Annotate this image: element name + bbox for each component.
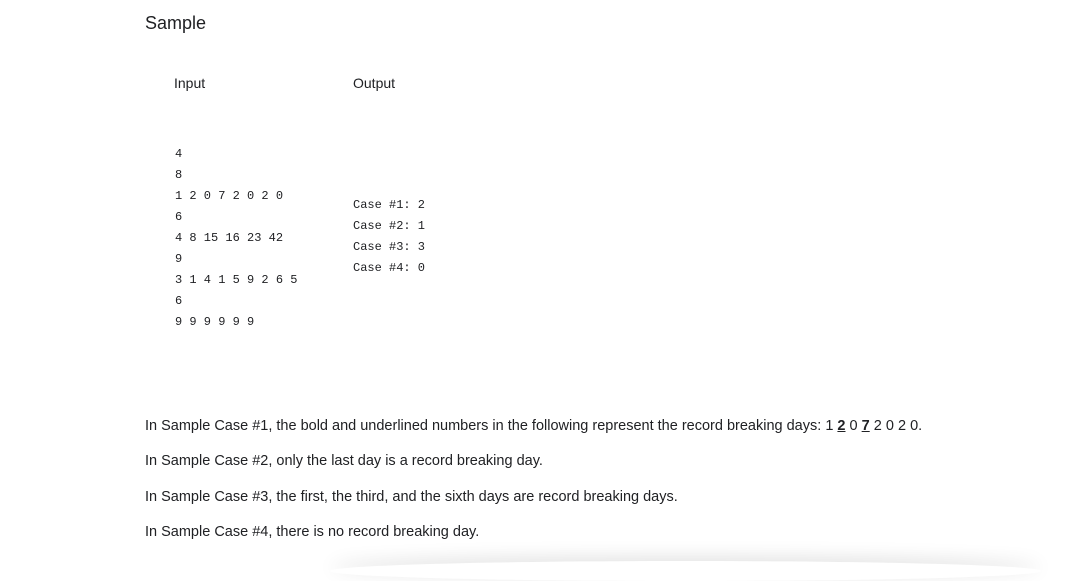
page-bottom-shadow xyxy=(330,561,1041,581)
sample-output-block xyxy=(353,195,425,279)
case-1-day: 0 xyxy=(885,418,894,434)
input-column-label: Input xyxy=(174,75,206,91)
input-line: 6 xyxy=(175,210,183,224)
output-line: Case #1: 2 xyxy=(353,198,426,212)
explanation-case-4: In Sample Case #4, there is no record breaking day. xyxy=(145,524,480,540)
input-line: 8 xyxy=(175,168,183,182)
input-line: 1 2 0 7 2 0 2 0 xyxy=(175,189,284,203)
case-1-day: 7 xyxy=(861,418,870,434)
input-line: 6 xyxy=(175,294,183,308)
output-line: Case #2: 1 xyxy=(353,219,426,233)
explanation-case-1-end: . xyxy=(918,418,923,434)
input-line: 4 8 15 16 23 42 xyxy=(175,231,284,245)
case-1-day: 0 xyxy=(849,418,858,434)
case-1-day: 2 xyxy=(897,418,907,434)
output-column-label: Output xyxy=(353,75,396,91)
output-line: Case #3: 3 xyxy=(353,240,426,254)
input-line: 9 9 9 9 9 9 xyxy=(175,315,255,329)
output-line: Case #4: 0 xyxy=(353,261,426,275)
case-1-day: 2 xyxy=(873,418,882,434)
case-1-day: 0 xyxy=(910,418,919,434)
case-1-day: 2 xyxy=(837,418,846,434)
input-line: 4 xyxy=(175,147,183,161)
section-title: Sample xyxy=(145,13,207,33)
input-line: 9 xyxy=(175,252,183,266)
explanation-case-3: In Sample Case #3, the first, the third, and the sixth days are record breaking days. xyxy=(145,489,678,505)
explanation-case-2: In Sample Case #2, only the last day is a record breaking day. xyxy=(145,453,543,469)
explanation-case-1-text: In Sample Case #1, the bold and underlined numbers in the following represent the record breaking days: xyxy=(145,418,826,434)
sample-input-block xyxy=(175,144,297,333)
input-line: 3 1 4 1 5 9 2 6 5 xyxy=(175,273,298,287)
case-1-day: 1 xyxy=(825,418,834,434)
explanation-case-1 xyxy=(145,418,922,434)
